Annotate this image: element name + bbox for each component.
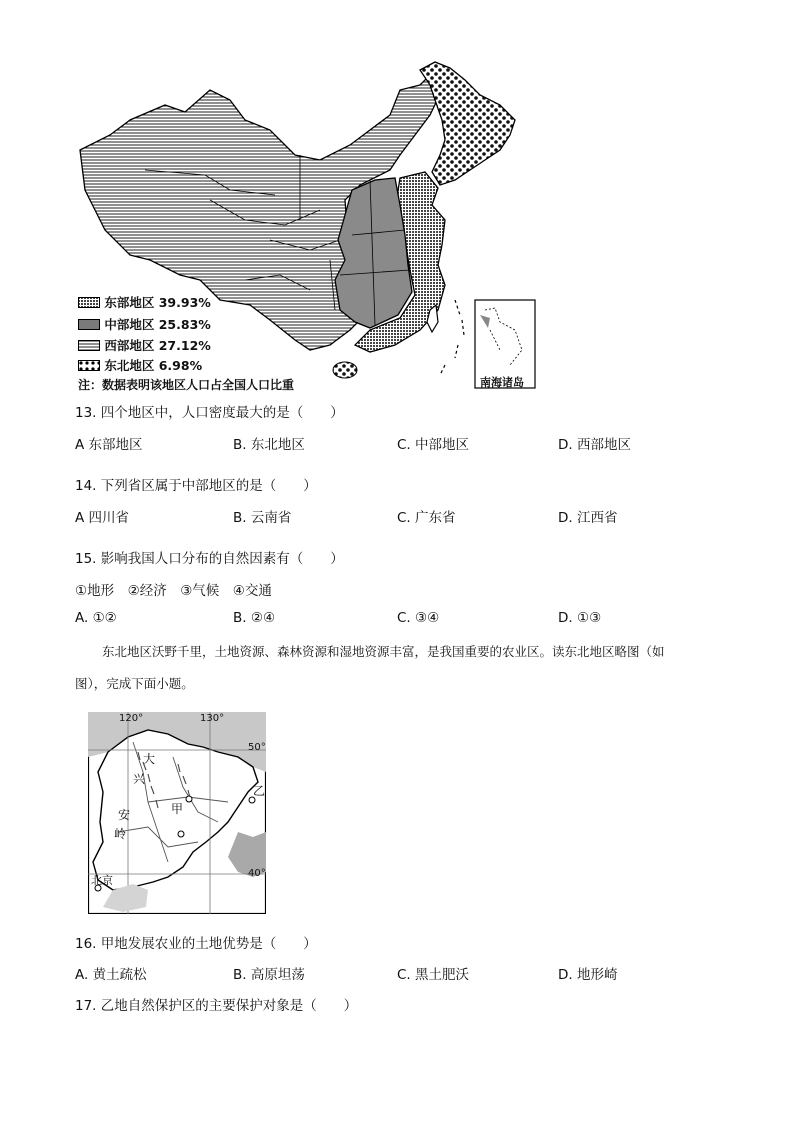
label-an: 安: [118, 808, 131, 822]
legend-label: 东北地区: [104, 358, 155, 373]
question-14-stem: 14. 下列省区属于中部地区的是（ ）: [75, 478, 317, 494]
question-15-stem: 15. 影响我国人口分布的自然因素有（ ）: [75, 551, 344, 567]
lat-40-label: 40°: [248, 868, 266, 879]
q14-option-d[interactable]: D. 江西省: [558, 510, 618, 526]
label-da: 大: [143, 752, 156, 766]
legend-label: 西部地区: [104, 338, 155, 353]
legend-label: 中部地区: [104, 317, 155, 332]
legend-value: 6.98%: [158, 358, 203, 373]
label-beijing: 北京: [91, 874, 113, 887]
q15-option-c[interactable]: C. ③④: [397, 610, 440, 626]
q16-option-b[interactable]: B. 高原坦荡: [233, 967, 305, 983]
legend-swatch-gray: [78, 319, 100, 330]
city-marker-icon: [178, 831, 184, 837]
legend-swatch-grid: [78, 297, 100, 308]
label-ling: 岭: [114, 827, 127, 841]
q13-option-a[interactable]: A 东部地区: [75, 437, 143, 453]
legend-row-west: [78, 336, 211, 354]
northeast-region: [420, 62, 515, 185]
question-17-stem: 17. 乙地自然保护区的主要保护对象是（ ）: [75, 998, 358, 1014]
legend-row-central: [78, 315, 211, 333]
q16-option-a[interactable]: A. 黄土疏松: [75, 967, 147, 983]
label-yi: 乙: [253, 784, 266, 798]
q13-option-d[interactable]: D. 西部地区: [558, 437, 631, 453]
q13-option-c[interactable]: C. 中部地区: [397, 437, 470, 453]
q16-option-d[interactable]: D. 地形崎: [558, 967, 618, 983]
q13-option-b[interactable]: B. 东北地区: [233, 437, 305, 453]
inset-label: 南海诸岛: [480, 376, 524, 389]
legend-value: 39.93%: [158, 295, 211, 310]
question-13-stem: 13. 四个地区中，人口密度最大的是（ ）: [75, 405, 344, 421]
label-jia: 甲: [171, 802, 184, 816]
q14-option-a[interactable]: A 四川省: [75, 510, 130, 526]
legend-row-northeast: [78, 356, 202, 374]
lon-130-label: 130°: [200, 713, 225, 724]
hainan-island: [333, 362, 357, 378]
q15-option-b[interactable]: B. ②④: [233, 610, 276, 626]
q14-option-b[interactable]: B. 云南省: [233, 510, 292, 526]
legend-note: 注：数据表明该地区人口占全国人口比重: [78, 378, 295, 392]
q14-option-c[interactable]: C. 广东省: [397, 510, 456, 526]
legend-value: 25.83%: [158, 317, 211, 332]
question-15-choices: ①地形 ②经济 ③气候 ④交通: [75, 583, 272, 599]
city-marker-icon: [186, 796, 192, 802]
q15-option-d[interactable]: D. ①③: [558, 610, 602, 626]
label-xing: 兴: [133, 772, 146, 786]
passage-line-2: 图），完成下面小题。: [75, 676, 194, 691]
legend-row-east: [78, 293, 211, 311]
q16-option-c[interactable]: C. 黑土肥沃: [397, 967, 470, 983]
passage-line-1: 东北地区沃野千里，土地资源、森林资源和湿地资源丰富，是我国重要的农业区。读东北地区略图（如: [102, 644, 665, 659]
lon-120-label: 120°: [119, 713, 144, 724]
legend-label: 东部地区: [104, 295, 155, 310]
legend-swatch-lines: [78, 340, 100, 351]
question-16-stem: 16. 甲地发展农业的土地优势是（ ）: [75, 936, 317, 952]
legend-value: 27.12%: [158, 338, 211, 353]
lat-50-label: 50°: [248, 742, 266, 753]
q15-option-a[interactable]: A. ①②: [75, 610, 117, 626]
legend-swatch-dots: [78, 360, 100, 371]
